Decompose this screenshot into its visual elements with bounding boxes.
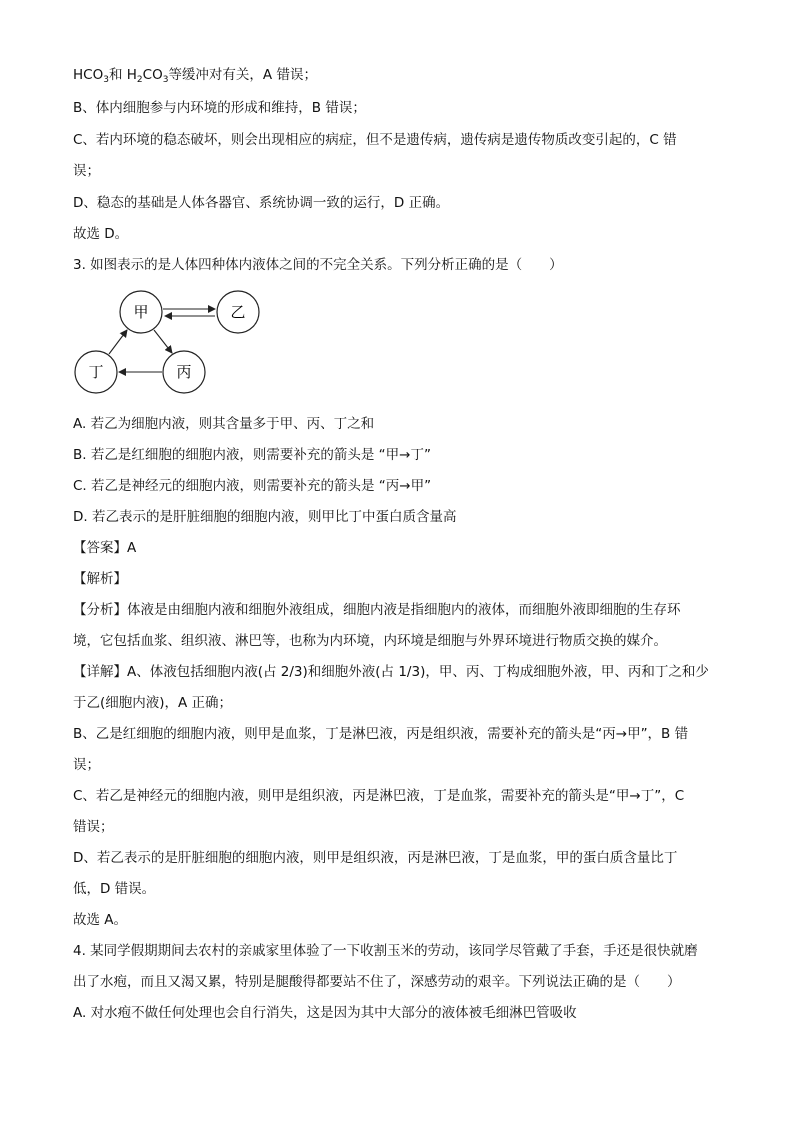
text-line-18: B、乙是红细胞的细胞内液，则甲是血浆，丁是淋巴液，丙是组织液，需要补充的箭头是“丙→甲”，B 错 — [73, 726, 689, 742]
text-line-3: C、若内环境的稳态破坏，则会出现相应的病症，但不是遗传病，遗传病是遗传物质改变引起的，C 错 — [73, 132, 677, 148]
text-line-16: 【详解】A、体液包括细胞内液(占 2/3)和细胞外液(占 1/3)，甲、丙、丁构成细胞外液，甲、丙和丁之和少 — [73, 664, 709, 680]
question-4-stem-2: 出了水疱，而且又渴又累，特别是腿酸得都要站不住了，深感劳动的艰辛。下列说法正确的是（ ） — [73, 974, 681, 990]
label-bing: 丙 — [176, 363, 192, 381]
arrow-ding-to-jia — [109, 330, 127, 354]
text-line-19: 误； — [73, 757, 100, 773]
text-line-15: 境，它包括血浆、组织液、淋巴等，也称为内环境，内环境是细胞与外界环境进行物质交换的媒介。 — [73, 633, 667, 649]
text-line-20: C、若乙是神经元的细胞内液，则甲是组织液，丙是淋巴液，丁是血浆，需要补充的箭头是“甲→丁”，C — [73, 788, 685, 804]
text-line-21: 错误； — [73, 819, 114, 835]
text-line-23: 低，D 错误。 — [73, 881, 156, 897]
text-line-6: 故选 D。 — [73, 226, 129, 242]
question-3-stem: 3. 如图表示的是人体四种体内液体之间的不完全关系。下列分析正确的是（ ） — [73, 257, 563, 273]
text-line-22: D、若乙表示的是肝脏细胞的细胞内液，则甲是组织液，丙是淋巴液，丁是血浆，甲的蛋白质含量比丁 — [73, 850, 678, 866]
question-4-option-a: A. 对水疱不做任何处理也会自行消失，这是因为其中大部分的液体被毛细淋巴管吸收 — [73, 1005, 577, 1021]
text-line-1: $HCO_3$和 $H_2CO_3$等缓冲对有关，A 错误； — [73, 67, 317, 85]
analysis-heading: 【解析】 — [73, 571, 127, 587]
label-jia: 甲 — [133, 303, 149, 321]
option-c: C. 若乙是神经元的细胞内液，则需要补充的箭头是 “丙→甲” — [73, 478, 432, 494]
label-ding: 丁 — [88, 363, 104, 381]
option-d: D. 若乙表示的是肝脏细胞的细胞内液，则甲比丁中蛋白质含量高 — [73, 509, 457, 525]
text-line-2: B、体内细胞参与内环境的形成和维持，B 错误； — [73, 100, 366, 116]
body-fluid-diagram — [70, 285, 270, 395]
label-yi: 乙 — [230, 303, 246, 321]
text-line-17: 于乙(细胞内液)，A 正确； — [73, 695, 233, 711]
answer-label: 【答案】A — [73, 540, 137, 556]
text-line-24: 故选 A。 — [73, 912, 128, 928]
option-a: A. 若乙为细胞内液，则其含量多于甲、丙、丁之和 — [73, 416, 375, 432]
question-4-stem-1: 4. 某同学假期期间去农村的亲戚家里体验了一下收割玉米的劳动，该同学尽管戴了手套，手还是很快就磨 — [73, 943, 698, 959]
option-b: B. 若乙是红细胞的细胞内液，则需要补充的箭头是 “甲→丁” — [73, 447, 431, 463]
text-line-4: 误； — [73, 163, 100, 179]
text-line-5: D、稳态的基础是人体各器官、系统协调一致的运行，D 正确。 — [73, 195, 450, 211]
arrow-jia-to-bing — [154, 330, 172, 353]
text-line-14: 【分析】体液是由细胞内液和细胞外液组成，细胞内液是指细胞内的液体，而细胞外液即细胞的生存环 — [73, 602, 681, 618]
